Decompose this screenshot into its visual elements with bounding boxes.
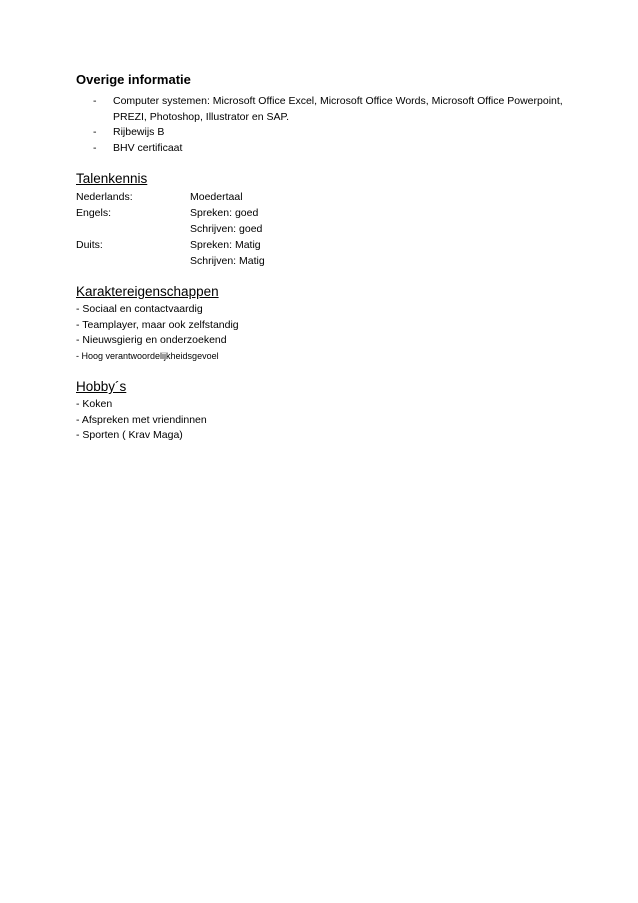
list-item-text: Rijbewijs B — [113, 126, 165, 138]
hobbys-section — [76, 378, 576, 444]
list-item-text: Computer systemen: Microsoft Office Excel, Microsoft Office Words, Microsoft Office Powerpoint, PREZI, Photoshop, Illustrator en SAP. — [113, 95, 563, 123]
list-item — [76, 94, 576, 125]
list-item — [76, 125, 576, 141]
language-name — [76, 221, 190, 237]
language-level: Spreken: Matig — [190, 239, 261, 251]
talenkennis-section — [76, 170, 576, 269]
language-name: Nederlands: — [76, 191, 133, 203]
language-name: Engels: — [76, 207, 112, 219]
table-row — [76, 189, 265, 205]
table-row — [76, 237, 265, 253]
language-name — [76, 253, 190, 269]
list-item: - Sociaal en contactvaardig — [76, 303, 203, 315]
talenkennis-table — [76, 189, 265, 269]
karaktereigenschappen-list — [76, 302, 576, 364]
talenkennis-heading: Talenkennis — [76, 171, 148, 186]
table-row — [76, 253, 265, 269]
hobbys-list — [76, 397, 576, 444]
hobbys-heading: Hobby´s — [76, 379, 127, 394]
language-level: Spreken: goed — [190, 207, 259, 219]
list-item: - Afspreken met vriendinnen — [76, 413, 207, 426]
list-dash: - — [93, 126, 97, 138]
table-row — [76, 221, 265, 237]
language-level: Schrijven: goed — [190, 223, 263, 235]
overige-informatie-list — [76, 94, 576, 156]
language-name: Duits: — [76, 239, 103, 251]
list-item: - Hoog verantwoordelijkheidsgevoel — [76, 350, 219, 361]
karaktereigenschappen-heading: Karaktereigenschappen — [76, 284, 219, 299]
list-dash: - — [93, 141, 97, 154]
overige-informatie-heading: Overige informatie — [76, 72, 191, 87]
language-level: Schrijven: Matig — [190, 255, 265, 267]
list-dash: - — [93, 95, 97, 107]
list-item: - Nieuwsgierig en onderzoekend — [76, 334, 227, 346]
karaktereigenschappen-section — [76, 283, 576, 364]
overige-informatie-section — [76, 72, 576, 156]
document-page — [76, 72, 576, 444]
table-row — [76, 205, 265, 221]
list-item — [76, 141, 576, 157]
list-item: - Koken — [76, 398, 113, 410]
list-item: - Sporten ( Krav Maga) — [76, 429, 183, 441]
language-level: Moedertaal — [190, 191, 243, 203]
list-item-text: BHV certificaat — [113, 141, 183, 154]
list-item: - Teamplayer, maar ook zelfstandig — [76, 318, 239, 331]
